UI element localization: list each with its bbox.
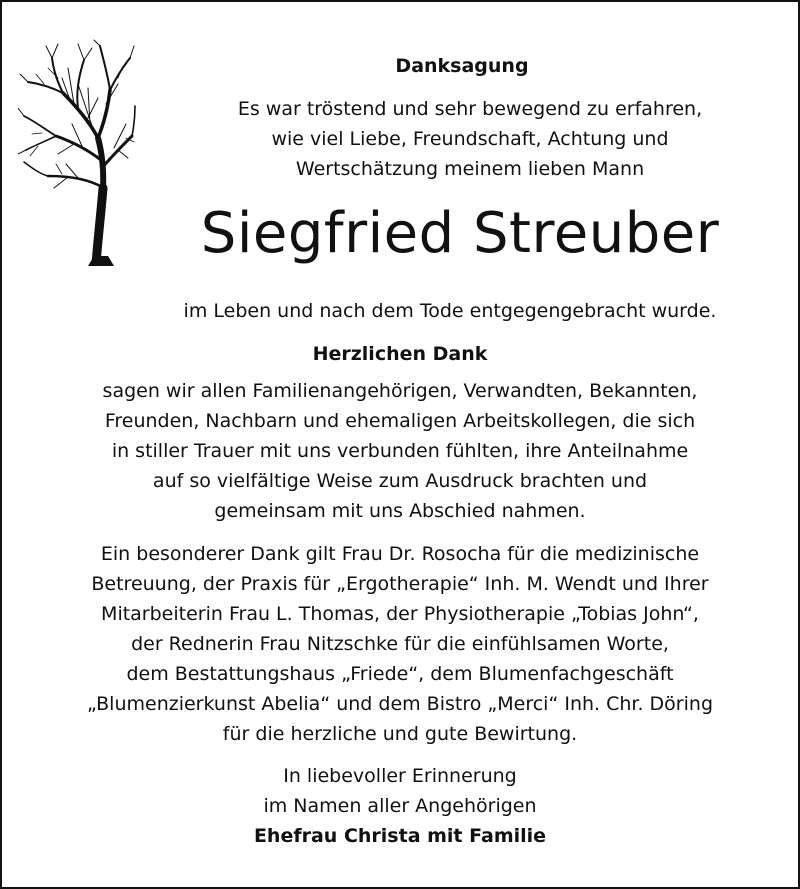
paragraph-line: in stiller Trauer mit uns verbunden fühlten, ihre Anteilnahme	[111, 440, 689, 462]
paragraph-line: Freunden, Nachbarn und ehemaligen Arbeitskollegen, die sich	[104, 410, 696, 432]
paragraph-line: Betreuung, der Praxis für „Ergotherapie“ Inh. M. Wendt und Ihrer	[91, 573, 709, 595]
closing-line: im Namen aller Angehörigen	[263, 795, 537, 817]
paragraph-line: für die herzliche und gute Bewirtung.	[222, 723, 578, 745]
heading: Danksagung	[395, 55, 529, 77]
paragraph-line: auf so vielfältige Weise zum Ausdruck brachten und	[152, 470, 648, 492]
deceased-name: Siegfried Streuber	[200, 201, 720, 266]
signature: Ehefrau Christa mit Familie	[253, 825, 547, 847]
thanks-heading: Herzlichen Dank	[312, 343, 488, 365]
paragraph-line: der Rednerin Frau Nitzschke für die einfühlsamen Worte,	[131, 633, 669, 655]
paragraph-line: sagen wir allen Familienangehörigen, Verwandten, Bekannten,	[102, 380, 698, 402]
intro-line: Es war tröstend und sehr bewegend zu erfahren,	[237, 98, 703, 120]
paragraph-line: Ein besonderer Dank gilt Frau Dr. Rosocha für die medizinische	[100, 543, 700, 565]
intro-line: wie viel Liebe, Freundschaft, Achtung und	[271, 128, 669, 150]
closing-line: In liebevoller Erinnerung	[283, 765, 517, 787]
paragraph-line: dem Bestattungshaus „Friede“, dem Blumenfachgeschäft	[126, 663, 674, 685]
paragraph-line: „Blumenzierkunst Abelia“ und dem Bistro „Merci“ Inh. Chr. Döring	[86, 693, 714, 715]
paragraph-line: Mitarbeiterin Frau L. Thomas, der Physiotherapie „Tobias John“,	[101, 603, 699, 625]
paragraph-line: gemeinsam mit uns Abschied nahmen.	[214, 500, 586, 522]
bare-tree-icon	[18, 38, 136, 266]
intro-line: Wertschätzung meinem lieben Mann	[295, 158, 645, 180]
intro-end: im Leben und nach dem Tode entgegengebracht wurde.	[183, 300, 717, 322]
